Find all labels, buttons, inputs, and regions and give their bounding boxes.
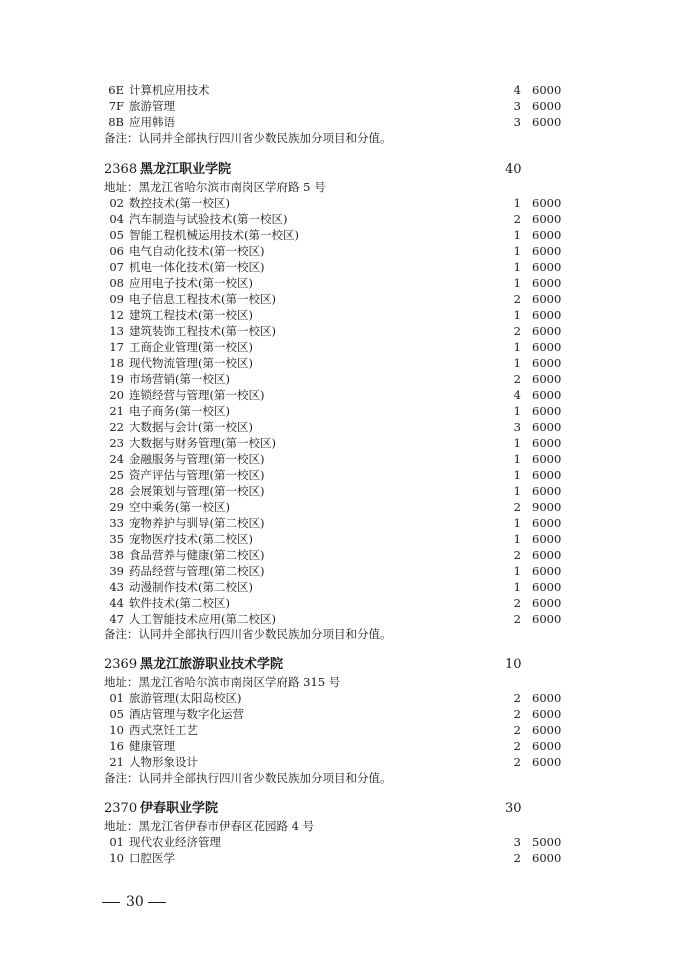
major-name: 食品营养与健康(第二校区) xyxy=(129,548,265,562)
major-name: 电气自动化技术(第一校区) xyxy=(129,244,265,258)
major-name: 现代物流管理(第一校区) xyxy=(129,356,253,370)
major-code: 47 xyxy=(109,612,124,626)
tuition-fee: 6000 xyxy=(532,436,562,450)
plan-count: 2 xyxy=(513,324,521,338)
major-code: 21 xyxy=(109,755,124,769)
table-row xyxy=(0,355,680,371)
major-code: 6E xyxy=(108,83,124,97)
school-code: 2369 xyxy=(104,657,138,672)
major-code: 07 xyxy=(109,260,124,274)
tuition-fee: 6000 xyxy=(532,228,562,242)
major-name: 应用韩语 xyxy=(129,115,175,129)
tuition-fee: 5000 xyxy=(532,835,562,849)
plan-count: 4 xyxy=(513,83,521,97)
school-address: 地址：黑龙江省哈尔滨市南岗区学府路 5 号 xyxy=(104,180,326,194)
table-row xyxy=(0,738,680,754)
tuition-fee: 6000 xyxy=(532,212,562,226)
major-name: 大数据与财务管理(第一校区) xyxy=(129,436,276,450)
table-row xyxy=(0,834,680,850)
table-row xyxy=(0,403,680,419)
school-code: 2368 xyxy=(104,162,138,177)
major-name: 旅游管理 xyxy=(129,99,175,113)
tuition-fee: 6000 xyxy=(532,340,562,354)
school-header xyxy=(0,800,680,818)
major-name: 电子信息工程技术(第一校区) xyxy=(129,292,276,306)
table-row xyxy=(0,483,680,499)
school-name: 黑龙江旅游职业技术学院 xyxy=(140,657,284,672)
major-name: 会展策划与管理(第一校区) xyxy=(129,484,265,498)
major-name: 口腔医学 xyxy=(129,851,175,865)
table-row xyxy=(0,227,680,243)
major-code: 17 xyxy=(109,340,124,354)
page-number xyxy=(0,892,680,912)
major-name: 旅游管理(太阳岛校区) xyxy=(129,691,242,705)
major-name: 健康管理 xyxy=(129,739,175,753)
major-code: 09 xyxy=(109,292,124,306)
major-name: 工商企业管理(第一校区) xyxy=(129,340,253,354)
major-name: 西式烹饪工艺 xyxy=(129,723,198,737)
table-row xyxy=(0,195,680,211)
major-code: 02 xyxy=(109,196,124,210)
remark-note: 备注：认同并全部执行四川省少数民族加分项目和分值。 xyxy=(104,771,392,785)
table-row xyxy=(0,114,680,130)
major-name: 建筑工程技术(第一校区) xyxy=(129,308,253,322)
table-row xyxy=(0,82,680,98)
school-name: 伊春职业学院 xyxy=(140,801,219,816)
plan-count: 2 xyxy=(513,548,521,562)
major-name: 动漫制作技术(第二校区) xyxy=(129,580,253,594)
major-name: 药品经营与管理(第二校区) xyxy=(129,564,265,578)
tuition-fee: 6000 xyxy=(532,532,562,546)
major-name: 汽车制造与试验技术(第一校区) xyxy=(129,212,288,226)
table-row xyxy=(0,435,680,451)
tuition-fee: 6000 xyxy=(532,404,562,418)
table-row xyxy=(0,451,680,467)
major-code: 22 xyxy=(109,420,124,434)
plan-count: 2 xyxy=(513,755,521,769)
school-address: 地址：黑龙江省哈尔滨市南岗区学府路 315 号 xyxy=(104,675,341,689)
plan-count: 1 xyxy=(513,340,521,354)
major-name: 计算机应用技术 xyxy=(129,83,210,97)
tuition-fee: 6000 xyxy=(532,851,562,865)
major-name: 应用电子技术(第一校区) xyxy=(129,276,253,290)
major-code: 39 xyxy=(109,564,124,578)
plan-count: 3 xyxy=(513,835,521,849)
tuition-fee: 6000 xyxy=(532,739,562,753)
table-row xyxy=(0,387,680,403)
major-code: 05 xyxy=(109,707,124,721)
table-row xyxy=(0,515,680,531)
major-name: 数控技术(第一校区) xyxy=(129,196,230,210)
school-address: 地址：黑龙江省伊春市伊春区花园路 4 号 xyxy=(104,819,315,833)
major-code: 24 xyxy=(109,452,124,466)
tuition-fee: 6000 xyxy=(532,244,562,258)
tuition-fee: 6000 xyxy=(532,115,562,129)
major-name: 人工智能技术应用(第二校区) xyxy=(129,612,276,626)
table-row xyxy=(0,563,680,579)
plan-count: 3 xyxy=(513,115,521,129)
major-code: 10 xyxy=(109,723,124,737)
plan-count: 2 xyxy=(513,707,521,721)
plan-count: 1 xyxy=(513,260,521,274)
major-code: 19 xyxy=(109,372,124,386)
table-row xyxy=(0,595,680,611)
tuition-fee: 6000 xyxy=(532,388,562,402)
major-code: 21 xyxy=(109,404,124,418)
table-row xyxy=(0,467,680,483)
plan-count: 2 xyxy=(513,691,521,705)
tuition-fee: 6000 xyxy=(532,372,562,386)
major-code: 04 xyxy=(109,212,124,226)
table-row xyxy=(0,307,680,323)
table-row xyxy=(0,275,680,291)
plan-count: 2 xyxy=(513,372,521,386)
plan-count: 1 xyxy=(513,356,521,370)
tuition-fee: 6000 xyxy=(532,356,562,370)
plan-count: 3 xyxy=(513,420,521,434)
major-code: 23 xyxy=(109,436,124,450)
tuition-fee: 6000 xyxy=(532,260,562,274)
plan-count: 1 xyxy=(513,308,521,322)
major-name: 空中乘务(第一校区) xyxy=(129,500,230,514)
tuition-fee: 6000 xyxy=(532,308,562,322)
plan-count: 1 xyxy=(513,276,521,290)
major-code: 01 xyxy=(109,691,124,705)
table-row xyxy=(0,419,680,435)
table-row xyxy=(0,722,680,738)
plan-count: 1 xyxy=(513,452,521,466)
plan-count: 1 xyxy=(513,484,521,498)
school-header xyxy=(0,656,680,674)
plan-count: 2 xyxy=(513,212,521,226)
tuition-fee: 6000 xyxy=(532,420,562,434)
tuition-fee: 6000 xyxy=(532,707,562,721)
page-number-dash xyxy=(148,902,166,903)
tuition-fee: 6000 xyxy=(532,196,562,210)
plan-count: 2 xyxy=(513,851,521,865)
major-name: 资产评估与管理(第一校区) xyxy=(129,468,265,482)
plan-count: 1 xyxy=(513,516,521,530)
remark-note: 备注：认同并全部执行四川省少数民族加分项目和分值。 xyxy=(104,131,392,145)
major-code: 28 xyxy=(109,484,124,498)
table-row xyxy=(0,706,680,722)
major-code: 44 xyxy=(109,596,124,610)
tuition-fee: 6000 xyxy=(532,548,562,562)
table-row xyxy=(0,98,680,114)
table-row xyxy=(0,339,680,355)
tuition-fee: 6000 xyxy=(532,484,562,498)
plan-count: 1 xyxy=(513,564,521,578)
major-code: 7F xyxy=(108,99,124,113)
plan-count: 1 xyxy=(513,404,521,418)
plan-count: 2 xyxy=(513,739,521,753)
plan-count: 1 xyxy=(513,580,521,594)
tuition-fee: 6000 xyxy=(532,516,562,530)
tuition-fee: 6000 xyxy=(532,292,562,306)
plan-count: 2 xyxy=(513,292,521,306)
major-code: 18 xyxy=(109,356,124,370)
remark-note: 备注：认同并全部执行四川省少数民族加分项目和分值。 xyxy=(104,627,392,641)
table-row xyxy=(0,259,680,275)
school-header xyxy=(0,161,680,179)
major-name: 电子商务(第一校区) xyxy=(129,404,230,418)
tuition-fee: 6000 xyxy=(532,596,562,610)
school-code: 2370 xyxy=(104,801,138,816)
major-name: 人物形象设计 xyxy=(129,755,198,769)
page-number-dash xyxy=(102,902,120,903)
table-row xyxy=(0,211,680,227)
table-row xyxy=(0,690,680,706)
school-total: 40 xyxy=(505,162,522,177)
school-total: 10 xyxy=(505,657,522,672)
table-row xyxy=(0,371,680,387)
major-code: 12 xyxy=(109,308,124,322)
table-row xyxy=(0,611,680,627)
major-code: 29 xyxy=(109,500,124,514)
major-name: 宠物医疗技术(第二校区) xyxy=(129,532,253,546)
table-row xyxy=(0,531,680,547)
major-code: 38 xyxy=(109,548,124,562)
major-name: 智能工程机械运用技术(第一校区) xyxy=(129,228,299,242)
major-name: 建筑装饰工程技术(第一校区) xyxy=(129,324,276,338)
tuition-fee: 9000 xyxy=(532,500,562,514)
plan-count: 2 xyxy=(513,612,521,626)
school-name: 黑龙江职业学院 xyxy=(140,162,232,177)
tuition-fee: 6000 xyxy=(532,612,562,626)
plan-count: 2 xyxy=(513,500,521,514)
major-code: 01 xyxy=(109,835,124,849)
plan-count: 1 xyxy=(513,196,521,210)
plan-count: 4 xyxy=(513,388,521,402)
tuition-fee: 6000 xyxy=(532,691,562,705)
plan-count: 2 xyxy=(513,723,521,737)
table-row xyxy=(0,754,680,770)
major-code: 35 xyxy=(109,532,124,546)
major-name: 软件技术(第二校区) xyxy=(129,596,230,610)
tuition-fee: 6000 xyxy=(532,723,562,737)
table-row xyxy=(0,323,680,339)
table-row xyxy=(0,243,680,259)
tuition-fee: 6000 xyxy=(532,564,562,578)
plan-count: 2 xyxy=(513,596,521,610)
table-row xyxy=(0,291,680,307)
major-code: 13 xyxy=(109,324,124,338)
major-name: 机电一体化技术(第一校区) xyxy=(129,260,265,274)
major-name: 宠物养护与驯导(第二校区) xyxy=(129,516,265,530)
table-row xyxy=(0,547,680,563)
major-code: 08 xyxy=(109,276,124,290)
major-name: 金融服务与管理(第一校区) xyxy=(129,452,265,466)
major-code: 16 xyxy=(109,739,124,753)
major-code: 06 xyxy=(109,244,124,258)
major-code: 33 xyxy=(109,516,124,530)
table-row xyxy=(0,850,680,866)
major-code: 25 xyxy=(109,468,124,482)
major-name: 现代农业经济管理 xyxy=(129,835,221,849)
tuition-fee: 6000 xyxy=(532,276,562,290)
major-code: 10 xyxy=(109,851,124,865)
tuition-fee: 6000 xyxy=(532,452,562,466)
tuition-fee: 6000 xyxy=(532,580,562,594)
tuition-fee: 6000 xyxy=(532,324,562,338)
plan-count: 1 xyxy=(513,228,521,242)
major-name: 大数据与会计(第一校区) xyxy=(129,420,253,434)
major-name: 市场营销(第一校区) xyxy=(129,372,230,386)
major-code: 43 xyxy=(109,580,124,594)
major-name: 酒店管理与数字化运营 xyxy=(129,707,244,721)
plan-count: 1 xyxy=(513,436,521,450)
page-number-value: 30 xyxy=(126,894,144,910)
plan-count: 1 xyxy=(513,532,521,546)
tuition-fee: 6000 xyxy=(532,99,562,113)
tuition-fee: 6000 xyxy=(532,83,562,97)
plan-count: 1 xyxy=(513,468,521,482)
table-row xyxy=(0,499,680,515)
table-row xyxy=(0,579,680,595)
major-name: 连锁经营与管理(第一校区) xyxy=(129,388,265,402)
plan-count: 1 xyxy=(513,244,521,258)
tuition-fee: 6000 xyxy=(532,468,562,482)
major-code: 05 xyxy=(109,228,124,242)
major-code: 8B xyxy=(108,115,124,129)
tuition-fee: 6000 xyxy=(532,755,562,769)
school-total: 30 xyxy=(505,801,522,816)
major-code: 20 xyxy=(109,388,124,402)
plan-count: 3 xyxy=(513,99,521,113)
